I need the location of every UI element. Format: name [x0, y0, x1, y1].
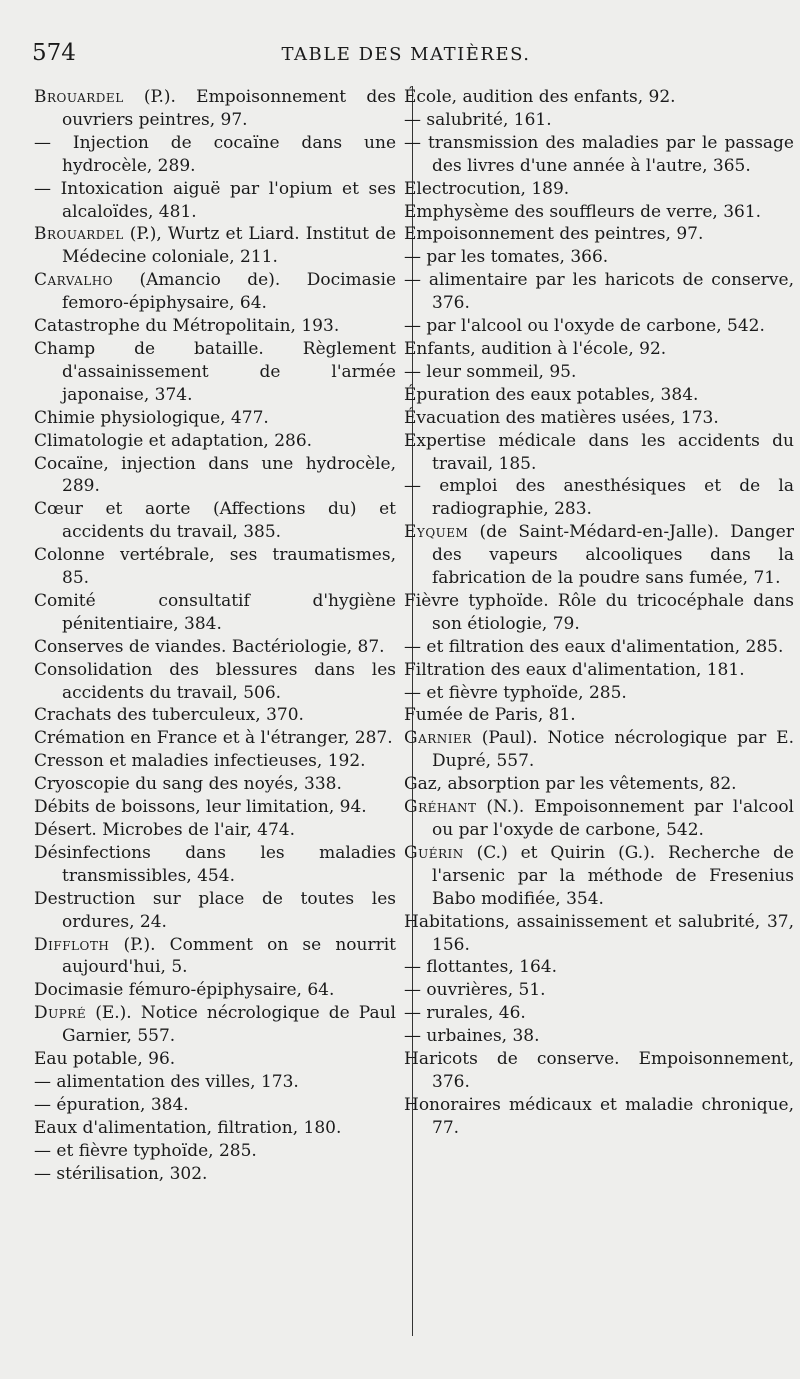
index-entry: Évacuation des matières usées, 173. [404, 407, 719, 428]
index-entry: Conserves de viandes. Bactériologie, 87. [34, 636, 385, 657]
entry-text: (P.), Wurtz et Liard. Institut de Médecine coloniale, 211. [62, 224, 396, 268]
index-entry [34, 934, 396, 980]
index-entry: Crémation en France et à l'étranger, 287. [34, 728, 393, 749]
entry-text: (de Saint-Médard-en-Jalle). Danger des vapeurs alcooliques dans la fabrication de la poudre sans fumée, 71. [432, 522, 794, 589]
right-column [404, 86, 794, 1140]
index-entry: Fièvre typhoïde. Rôle du tricocéphale dans son étiologie, 79. [404, 590, 794, 634]
index-entry: Colonne vertébrale, ses traumatismes, 85. [34, 545, 396, 589]
index-entry [34, 1002, 396, 1048]
entry-text: (E.). Notice nécrologique de Paul Garnier, 557. [62, 1003, 396, 1047]
index-entry: Crachats des tuberculeux, 370. [34, 705, 304, 726]
index-entry: Expertise médicale dans les accidents du travail, 185. [404, 430, 794, 474]
author-name: Eyquem [404, 522, 469, 543]
entry-text: (Amancio de). Docimasie femoro-épiphysaire, 64. [62, 270, 396, 314]
index-entry: Cryoscopie du sang des noyés, 338. [34, 774, 342, 795]
index-entry: École, audition des enfants, 92. [404, 87, 676, 107]
index-entry: Débits de boissons, leur limitation, 94. [34, 797, 367, 818]
index-entry: Cœur et aorte (Affections du) et accidents du travail, 385. [34, 499, 396, 543]
index-entry [34, 223, 396, 269]
index-entry: — alimentation des villes, 173. [34, 1071, 299, 1092]
index-entry: Épuration des eaux potables, 384. [404, 384, 699, 405]
author-name: Brouardel [34, 87, 124, 107]
entry-text: (P.). Empoisonnement des ouvriers peintres, 97. [62, 87, 396, 130]
index-entry: Désinfections dans les maladies transmissibles, 454. [34, 842, 396, 886]
index-entry: — emploi des anesthésiques et de la radiographie, 283. [404, 476, 794, 520]
entry-text: (P.). Comment on se nourrit aujourd'hui, 5. [62, 934, 396, 978]
index-entry: Comité consultatif d'hygiène pénitentiaire, 384. [34, 590, 396, 634]
author-name: Carvalho [34, 270, 114, 291]
index-entry: Fumée de Paris, 81. [404, 705, 576, 726]
index-entry: — stérilisation, 302. [34, 1163, 208, 1184]
index-entry [34, 269, 396, 315]
index-entry: — alimentaire par les haricots de conserve, 376. [404, 270, 794, 314]
index-entry: Habitations, assainissement et salubrité, 37, 156. [404, 911, 794, 955]
index-entry: Eaux d'alimentation, filtration, 180. [34, 1117, 342, 1138]
page-header [32, 40, 780, 76]
left-column [34, 86, 396, 1186]
author-name: Garnier [404, 728, 472, 749]
index-entry: Désert. Microbes de l'air, 474. [34, 820, 295, 840]
index-entry: Cocaïne, injection dans une hydrocèle, 289. [34, 453, 396, 497]
index-entry [404, 727, 794, 773]
index-entry: — ouvrières, 51. [404, 980, 546, 1001]
author-name: Dupré [34, 1003, 87, 1024]
index-entry: Electrocution, 189. [404, 178, 570, 199]
index-entry: Consolidation des blessures dans les accidents du travail, 506. [34, 659, 396, 703]
index-entry: Empoisonnement des peintres, 97. [404, 224, 704, 245]
index-entry [404, 842, 794, 911]
index-entry: Filtration des eaux d'alimentation, 181. [404, 659, 745, 680]
index-entry: — salubrité, 161. [404, 109, 552, 130]
index-entry: Climatologie et adaptation, 286. [34, 430, 313, 451]
index-entry: — et filtration des eaux d'alimentation, 285. [404, 636, 784, 657]
index-entry: — Intoxication aiguë par l'opium et ses alcaloïdes, 481. [34, 178, 396, 222]
index-entry: — urbaines, 38. [404, 1026, 540, 1047]
index-entry: — Injection de cocaïne dans une hydrocèle, 289. [34, 132, 396, 176]
entry-text: (Paul). Notice nécrologique par E. Dupré, 557. [432, 728, 794, 772]
index-entry: — par l'alcool ou l'oxyde de carbone, 542. [404, 316, 765, 337]
index-entry: Cresson et maladies infectieuses, 192. [34, 751, 366, 772]
index-entry: Destruction sur place de toutes les ordures, 24. [34, 888, 396, 932]
index-entry: Haricots de conserve. Empoisonnement, 376. [404, 1049, 794, 1092]
entry-text: (N.). Empoisonnement par l'alcool ou par l'oxyde de carbone, 542. [432, 797, 794, 840]
index-entry [404, 521, 794, 590]
index-entry: Chimie physiologique, 477. [34, 407, 269, 428]
index-entry: — rurales, 46. [404, 1003, 526, 1024]
entry-text: (C.) et Quirin (G.). Recherche de l'arsenic par la méthode de Fresenius Babo modifiée, 354. [432, 842, 794, 909]
index-entry: Honoraires médicaux et maladie chronique, 77. [404, 1094, 794, 1138]
index-entry: — transmission des maladies par le passage des livres d'une année à l'autre, 365. [404, 132, 794, 176]
index-entry: — flottantes, 164. [404, 957, 557, 978]
author-name: Brouardel [34, 224, 124, 245]
index-entry: Gaz, absorption par les vêtements, 82. [404, 774, 737, 795]
running-title: TABLE DES MATIÈRES. [281, 44, 531, 65]
index-entry [34, 86, 396, 132]
index-entry: Enfants, audition à l'école, 92. [404, 338, 667, 359]
index-entry: — et fièvre typhoïde, 285. [404, 682, 627, 703]
index-entry: Eau potable, 96. [34, 1049, 176, 1070]
index-entry: — et fièvre typhoïde, 285. [34, 1140, 257, 1161]
author-name: Diffloth [34, 934, 110, 955]
index-entry: — par les tomates, 366. [404, 247, 609, 268]
author-name: Guérin [404, 842, 464, 863]
index-entry: Catastrophe du Métropolitain, 193. [34, 316, 340, 337]
index-entry [404, 796, 794, 842]
index-entry: — leur sommeil, 95. [404, 361, 577, 382]
index-entry: Champ de bataille. Règlement d'assainissement de l'armée japonaise, 374. [34, 338, 396, 405]
index-entry: Docimasie fémuro-épiphysaire, 64. [34, 980, 335, 1001]
index-entry: Emphysème des souffleurs de verre, 361. [404, 201, 762, 222]
author-name: Gréhant [404, 797, 477, 818]
index-entry: — épuration, 384. [34, 1094, 189, 1115]
page-number: 574 [32, 40, 76, 66]
